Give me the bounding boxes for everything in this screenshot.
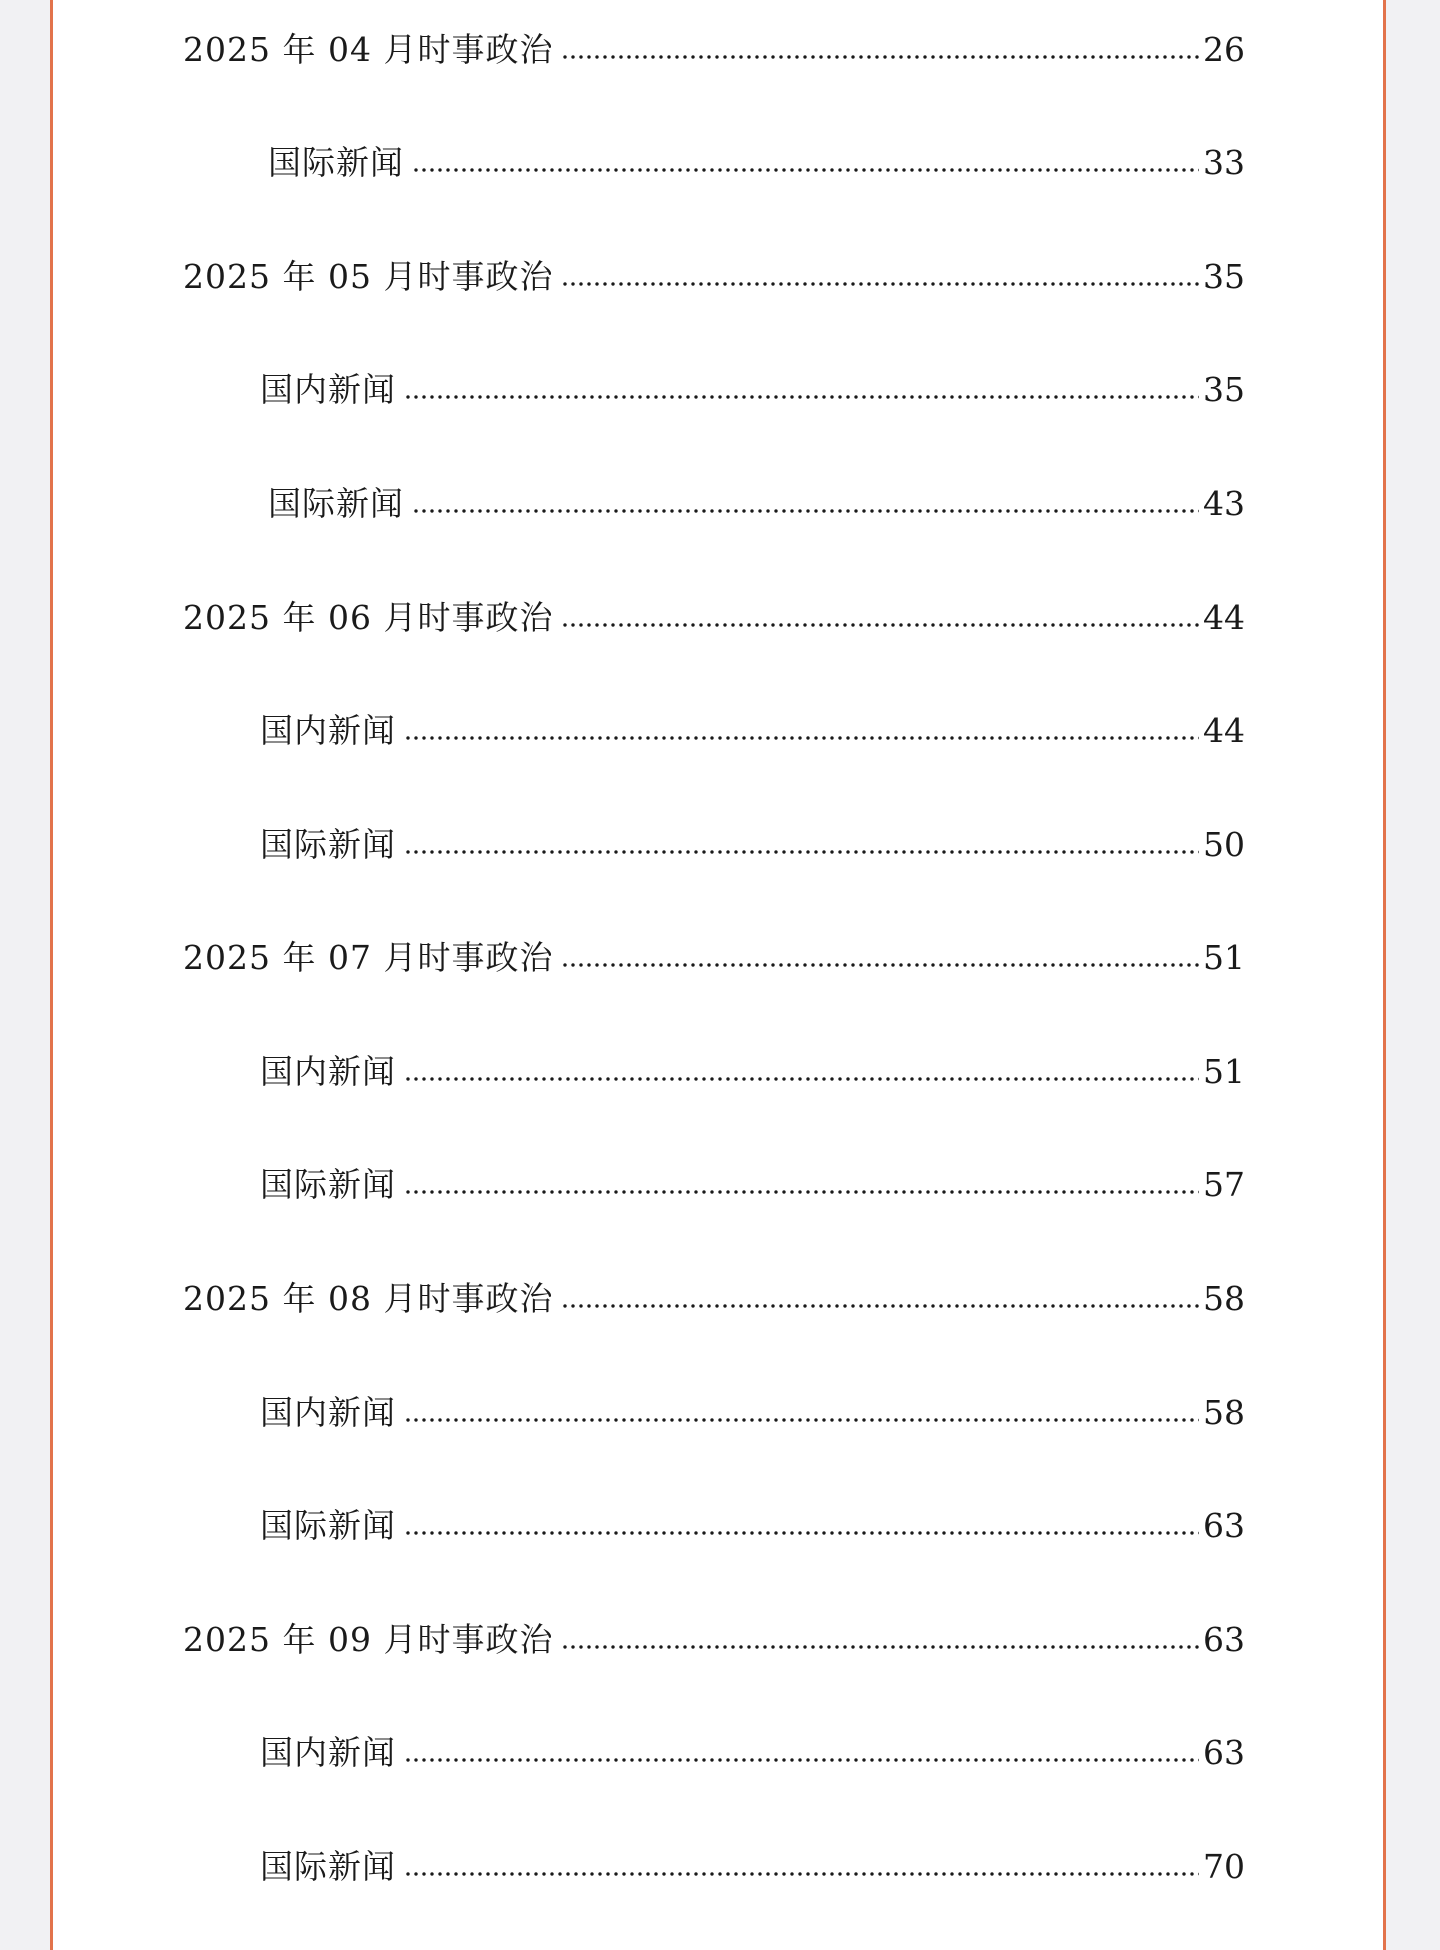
toc-entry-title: 国际新闻 — [260, 825, 396, 864]
toc-entry-page: 57 — [1203, 1165, 1245, 1204]
toc-entry-title: 国内新闻 — [260, 711, 396, 750]
dot-leader — [404, 1870, 1199, 1878]
toc-entry-title: 国内新闻 — [260, 1052, 396, 1091]
toc-entry-2025-05[interactable] — [183, 247, 1245, 297]
toc-entry-page: 43 — [1203, 484, 1245, 523]
dot-leader — [561, 961, 1199, 969]
toc-entry-title: 国内新闻 — [260, 370, 396, 409]
toc-entry-domestic-news[interactable] — [260, 701, 1245, 751]
toc-entry-page: 58 — [1203, 1393, 1245, 1432]
toc-entry-page: 44 — [1203, 598, 1245, 637]
dot-leader — [561, 1302, 1199, 1310]
toc-entry-international-news[interactable] — [260, 1155, 1245, 1205]
dot-leader — [412, 507, 1199, 515]
toc-entry-title: 2025 年 05 月时事政治 — [183, 257, 554, 296]
toc-entry-title: 国际新闻 — [260, 1847, 396, 1886]
toc-entry-page: 33 — [1203, 143, 1245, 182]
dot-leader — [404, 848, 1199, 856]
dot-leader — [561, 1643, 1199, 1651]
toc-entry-international-news[interactable] — [260, 1496, 1245, 1546]
toc-entry-title: 2025 年 04 月时事政治 — [183, 30, 554, 69]
toc-entry-title: 2025 年 09 月时事政治 — [183, 1620, 554, 1659]
dot-leader — [412, 166, 1199, 174]
toc-entry-2025-07[interactable] — [183, 928, 1245, 978]
toc-entry-domestic-news[interactable] — [260, 1383, 1245, 1433]
toc-entry-page: 63 — [1203, 1620, 1245, 1659]
dot-leader — [404, 393, 1199, 401]
toc-entry-2025-04[interactable] — [183, 20, 1245, 70]
toc-entry-title: 2025 年 06 月时事政治 — [183, 598, 554, 637]
toc-entry-page: 51 — [1203, 938, 1245, 977]
dot-leader — [561, 280, 1199, 288]
dot-leader — [404, 1188, 1199, 1196]
toc-entry-domestic-news[interactable] — [260, 1723, 1245, 1773]
toc-entry-title: 国际新闻 — [268, 484, 404, 523]
toc-entry-title: 国际新闻 — [260, 1165, 396, 1204]
document-page — [50, 0, 1386, 1950]
toc-entry-domestic-news[interactable] — [260, 360, 1245, 410]
toc-entry-international-news[interactable] — [268, 474, 1245, 524]
toc-entry-page: 63 — [1203, 1506, 1245, 1545]
dot-leader — [404, 1529, 1199, 1537]
toc-entry-page: 35 — [1203, 370, 1245, 409]
dot-leader — [561, 621, 1199, 629]
toc-entry-international-news[interactable] — [260, 1837, 1245, 1887]
toc-entry-title: 国际新闻 — [260, 1506, 396, 1545]
toc-entry-page: 35 — [1203, 257, 1245, 296]
toc-entry-page: 63 — [1203, 1733, 1245, 1772]
dot-leader — [404, 1416, 1199, 1424]
toc-entry-title: 2025 年 07 月时事政治 — [183, 938, 554, 977]
toc-entry-page: 70 — [1203, 1847, 1245, 1886]
toc-entry-page: 50 — [1203, 825, 1245, 864]
toc-entry-international-news[interactable] — [268, 133, 1245, 183]
dot-leader — [561, 53, 1199, 61]
toc-entry-title: 国际新闻 — [268, 143, 404, 182]
toc-entry-page: 51 — [1203, 1052, 1245, 1091]
toc-entry-title: 国内新闻 — [260, 1393, 396, 1432]
toc-entry-title: 国内新闻 — [260, 1733, 396, 1772]
toc-entry-page: 58 — [1203, 1279, 1245, 1318]
table-of-contents — [53, 0, 1383, 1950]
toc-entry-title: 2025 年 08 月时事政治 — [183, 1279, 554, 1318]
toc-entry-domestic-news[interactable] — [260, 1042, 1245, 1092]
dot-leader — [404, 1756, 1199, 1764]
toc-entry-page: 26 — [1203, 30, 1245, 69]
dot-leader — [404, 1075, 1199, 1083]
toc-entry-2025-06[interactable] — [183, 588, 1245, 638]
dot-leader — [404, 734, 1199, 742]
toc-entry-page: 44 — [1203, 711, 1245, 750]
toc-entry-2025-08[interactable] — [183, 1269, 1245, 1319]
toc-entry-international-news[interactable] — [260, 815, 1245, 865]
toc-entry-2025-09[interactable] — [183, 1610, 1245, 1660]
